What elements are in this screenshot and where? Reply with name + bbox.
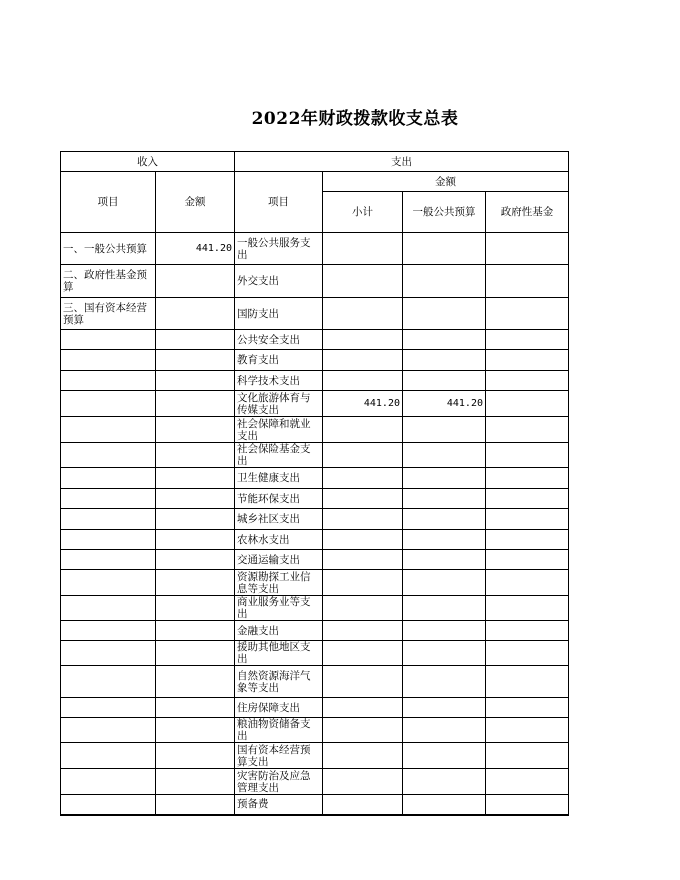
income-amount-cell: 441.20 <box>156 233 235 265</box>
income-item-cell <box>61 530 156 550</box>
expense-subtotal-cell <box>323 468 403 489</box>
subtotal-header: 小计 <box>323 192 403 233</box>
expense-gov-fund-cell <box>486 596 569 621</box>
income-amount-cell <box>156 371 235 391</box>
expense-item-cell: 粮油物资储备支出 <box>235 718 323 743</box>
table-row <box>61 530 569 550</box>
expense-subtotal-cell <box>323 769 403 795</box>
income-amount-cell <box>156 417 235 443</box>
expense-item-cell: 教育支出 <box>235 350 323 371</box>
expense-gov-fund-cell <box>486 530 569 550</box>
expense-item-cell: 节能环保支出 <box>235 489 323 509</box>
expense-general-budget-cell <box>403 265 486 298</box>
table-row <box>61 350 569 371</box>
expense-item-cell: 文化旅游体育与传媒支出 <box>235 391 323 417</box>
income-item-cell <box>61 570 156 596</box>
income-item-cell <box>61 621 156 641</box>
expense-gov-fund-cell <box>486 621 569 641</box>
expense-general-budget-cell <box>403 570 486 596</box>
expense-item-cell: 住房保障支出 <box>235 698 323 718</box>
income-amount-cell <box>156 468 235 489</box>
income-item-header: 项目 <box>61 172 156 233</box>
expense-item-cell: 灾害防治及应急管理支出 <box>235 769 323 795</box>
table-row <box>61 443 569 468</box>
expense-gov-fund-cell <box>486 330 569 350</box>
table-row <box>61 596 569 621</box>
expense-general-budget-cell <box>403 489 486 509</box>
income-item-cell <box>61 769 156 795</box>
expense-general-budget-cell <box>403 530 486 550</box>
expense-item-cell: 公共安全支出 <box>235 330 323 350</box>
income-item-cell <box>61 666 156 698</box>
income-amount-cell <box>156 443 235 468</box>
expense-item-cell: 交通运输支出 <box>235 550 323 570</box>
income-item-cell <box>61 489 156 509</box>
table-row <box>61 468 569 489</box>
expense-subtotal-cell <box>323 666 403 698</box>
table-row <box>61 417 569 443</box>
income-item-cell <box>61 371 156 391</box>
expense-subtotal-cell <box>323 718 403 743</box>
expense-general-budget-cell <box>403 795 486 815</box>
expense-item-cell: 援助其他地区支出 <box>235 641 323 666</box>
table-row <box>61 621 569 641</box>
expense-gov-fund-cell <box>486 795 569 815</box>
expense-general-budget-cell <box>403 621 486 641</box>
income-item-cell <box>61 468 156 489</box>
expense-subtotal-cell <box>323 596 403 621</box>
table-row <box>61 265 569 298</box>
income-amount-cell <box>156 330 235 350</box>
expense-item-cell: 科学技术支出 <box>235 371 323 391</box>
expense-header: 支出 <box>235 152 569 172</box>
income-amount-cell <box>156 550 235 570</box>
income-item-cell: 二、政府性基金预算 <box>61 265 156 298</box>
expense-gov-fund-cell <box>486 743 569 769</box>
expense-subtotal-cell <box>323 743 403 769</box>
page-title: 2022年财政拨款收支总表 <box>251 109 459 129</box>
expense-gov-fund-cell <box>486 233 569 265</box>
expense-general-budget-cell <box>403 350 486 371</box>
table-row <box>61 298 569 330</box>
expense-subtotal-cell <box>323 621 403 641</box>
amount-group-header: 金额 <box>323 172 569 192</box>
expense-general-budget-cell <box>403 718 486 743</box>
income-amount-header: 金额 <box>156 172 235 233</box>
expense-general-budget-cell <box>403 298 486 330</box>
expense-general-budget-cell <box>403 443 486 468</box>
income-item-cell <box>61 550 156 570</box>
income-item-cell <box>61 718 156 743</box>
expense-item-cell: 预备费 <box>235 795 323 815</box>
income-item-cell <box>61 443 156 468</box>
income-amount-cell <box>156 621 235 641</box>
expense-gov-fund-cell <box>486 350 569 371</box>
expense-subtotal-cell <box>323 509 403 530</box>
table-row <box>61 509 569 530</box>
income-amount-cell <box>156 769 235 795</box>
expense-subtotal-cell: 441.20 <box>323 391 403 417</box>
expense-gov-fund-cell <box>486 769 569 795</box>
income-amount-cell <box>156 350 235 371</box>
expense-general-budget-cell <box>403 743 486 769</box>
general-budget-header: 一般公共预算 <box>403 192 486 233</box>
expense-gov-fund-cell <box>486 666 569 698</box>
income-amount-cell <box>156 666 235 698</box>
expense-item-cell: 一般公共服务支出 <box>235 233 323 265</box>
table-row <box>61 769 569 795</box>
table-row <box>61 330 569 350</box>
expense-general-budget-cell <box>403 596 486 621</box>
expense-general-budget-cell <box>403 509 486 530</box>
expense-gov-fund-cell <box>486 371 569 391</box>
income-item-cell <box>61 391 156 417</box>
table-row <box>61 641 569 666</box>
expense-gov-fund-cell <box>486 550 569 570</box>
expense-item-cell: 国有资本经营预算支出 <box>235 743 323 769</box>
expense-general-budget-cell <box>403 371 486 391</box>
expense-item-cell: 城乡社区支出 <box>235 509 323 530</box>
expense-gov-fund-cell <box>486 391 569 417</box>
table-row <box>61 698 569 718</box>
income-item-cell <box>61 743 156 769</box>
income-item-cell <box>61 330 156 350</box>
income-amount-cell <box>156 391 235 417</box>
expense-gov-fund-cell <box>486 570 569 596</box>
expense-general-budget-cell <box>403 468 486 489</box>
expense-item-cell: 卫生健康支出 <box>235 468 323 489</box>
expense-subtotal-cell <box>323 550 403 570</box>
expense-general-budget-cell <box>403 233 486 265</box>
expense-subtotal-cell <box>323 530 403 550</box>
expense-subtotal-cell <box>323 795 403 815</box>
expense-item-cell: 自然资源海洋气象等支出 <box>235 666 323 698</box>
expense-general-budget-cell <box>403 417 486 443</box>
expense-item-cell: 农林水支出 <box>235 530 323 550</box>
table-row <box>61 233 569 265</box>
expense-item-cell: 国防支出 <box>235 298 323 330</box>
expense-general-budget-cell <box>403 769 486 795</box>
expense-gov-fund-cell <box>486 698 569 718</box>
expense-subtotal-cell <box>323 330 403 350</box>
income-item-cell <box>61 417 156 443</box>
expense-subtotal-cell <box>323 298 403 330</box>
income-item-cell: 一、一般公共预算 <box>61 233 156 265</box>
budget-table <box>60 151 569 816</box>
income-header: 收入 <box>61 152 235 172</box>
income-amount-cell <box>156 641 235 666</box>
expense-gov-fund-cell <box>486 489 569 509</box>
expense-subtotal-cell <box>323 443 403 468</box>
income-amount-cell <box>156 570 235 596</box>
expense-gov-fund-cell <box>486 443 569 468</box>
expense-item-header: 项目 <box>235 172 323 233</box>
income-amount-cell <box>156 795 235 815</box>
expense-item-cell: 社会保险基金支出 <box>235 443 323 468</box>
expense-gov-fund-cell <box>486 265 569 298</box>
expense-subtotal-cell <box>323 641 403 666</box>
income-item-cell <box>61 350 156 371</box>
income-amount-cell <box>156 596 235 621</box>
income-amount-cell <box>156 743 235 769</box>
expense-item-cell: 外交支出 <box>235 265 323 298</box>
expense-item-cell: 资源勘探工业信息等支出 <box>235 570 323 596</box>
income-amount-cell <box>156 298 235 330</box>
expense-item-cell: 金融支出 <box>235 621 323 641</box>
gov-fund-header: 政府性基金 <box>486 192 569 233</box>
income-amount-cell <box>156 698 235 718</box>
income-amount-cell <box>156 530 235 550</box>
expense-subtotal-cell <box>323 350 403 371</box>
expense-item-cell: 商业服务业等支出 <box>235 596 323 621</box>
table-row <box>61 391 569 417</box>
table-row <box>61 666 569 698</box>
expense-gov-fund-cell <box>486 298 569 330</box>
expense-subtotal-cell <box>323 489 403 509</box>
expense-general-budget-cell <box>403 641 486 666</box>
income-item-cell <box>61 509 156 530</box>
expense-general-budget-cell <box>403 698 486 718</box>
income-amount-cell <box>156 489 235 509</box>
expense-subtotal-cell <box>323 265 403 298</box>
expense-gov-fund-cell <box>486 417 569 443</box>
income-item-cell <box>61 641 156 666</box>
table-row <box>61 570 569 596</box>
table-row <box>61 743 569 769</box>
table-row <box>61 718 569 743</box>
table-row <box>61 371 569 391</box>
expense-general-budget-cell <box>403 666 486 698</box>
expense-gov-fund-cell <box>486 718 569 743</box>
income-item-cell <box>61 795 156 815</box>
expense-gov-fund-cell <box>486 509 569 530</box>
expense-general-budget-cell <box>403 550 486 570</box>
income-item-cell <box>61 698 156 718</box>
expense-subtotal-cell <box>323 371 403 391</box>
expense-subtotal-cell <box>323 233 403 265</box>
expense-gov-fund-cell <box>486 641 569 666</box>
income-item-cell: 三、国有资本经营预算 <box>61 298 156 330</box>
table-row <box>61 550 569 570</box>
expense-subtotal-cell <box>323 570 403 596</box>
expense-item-cell: 社会保障和就业支出 <box>235 417 323 443</box>
income-amount-cell <box>156 718 235 743</box>
expense-subtotal-cell <box>323 417 403 443</box>
expense-general-budget-cell <box>403 330 486 350</box>
income-item-cell <box>61 596 156 621</box>
expense-subtotal-cell <box>323 698 403 718</box>
income-amount-cell <box>156 509 235 530</box>
expense-gov-fund-cell <box>486 468 569 489</box>
expense-general-budget-cell: 441.20 <box>403 391 486 417</box>
table-row <box>61 489 569 509</box>
income-amount-cell <box>156 265 235 298</box>
table-row <box>61 795 569 815</box>
